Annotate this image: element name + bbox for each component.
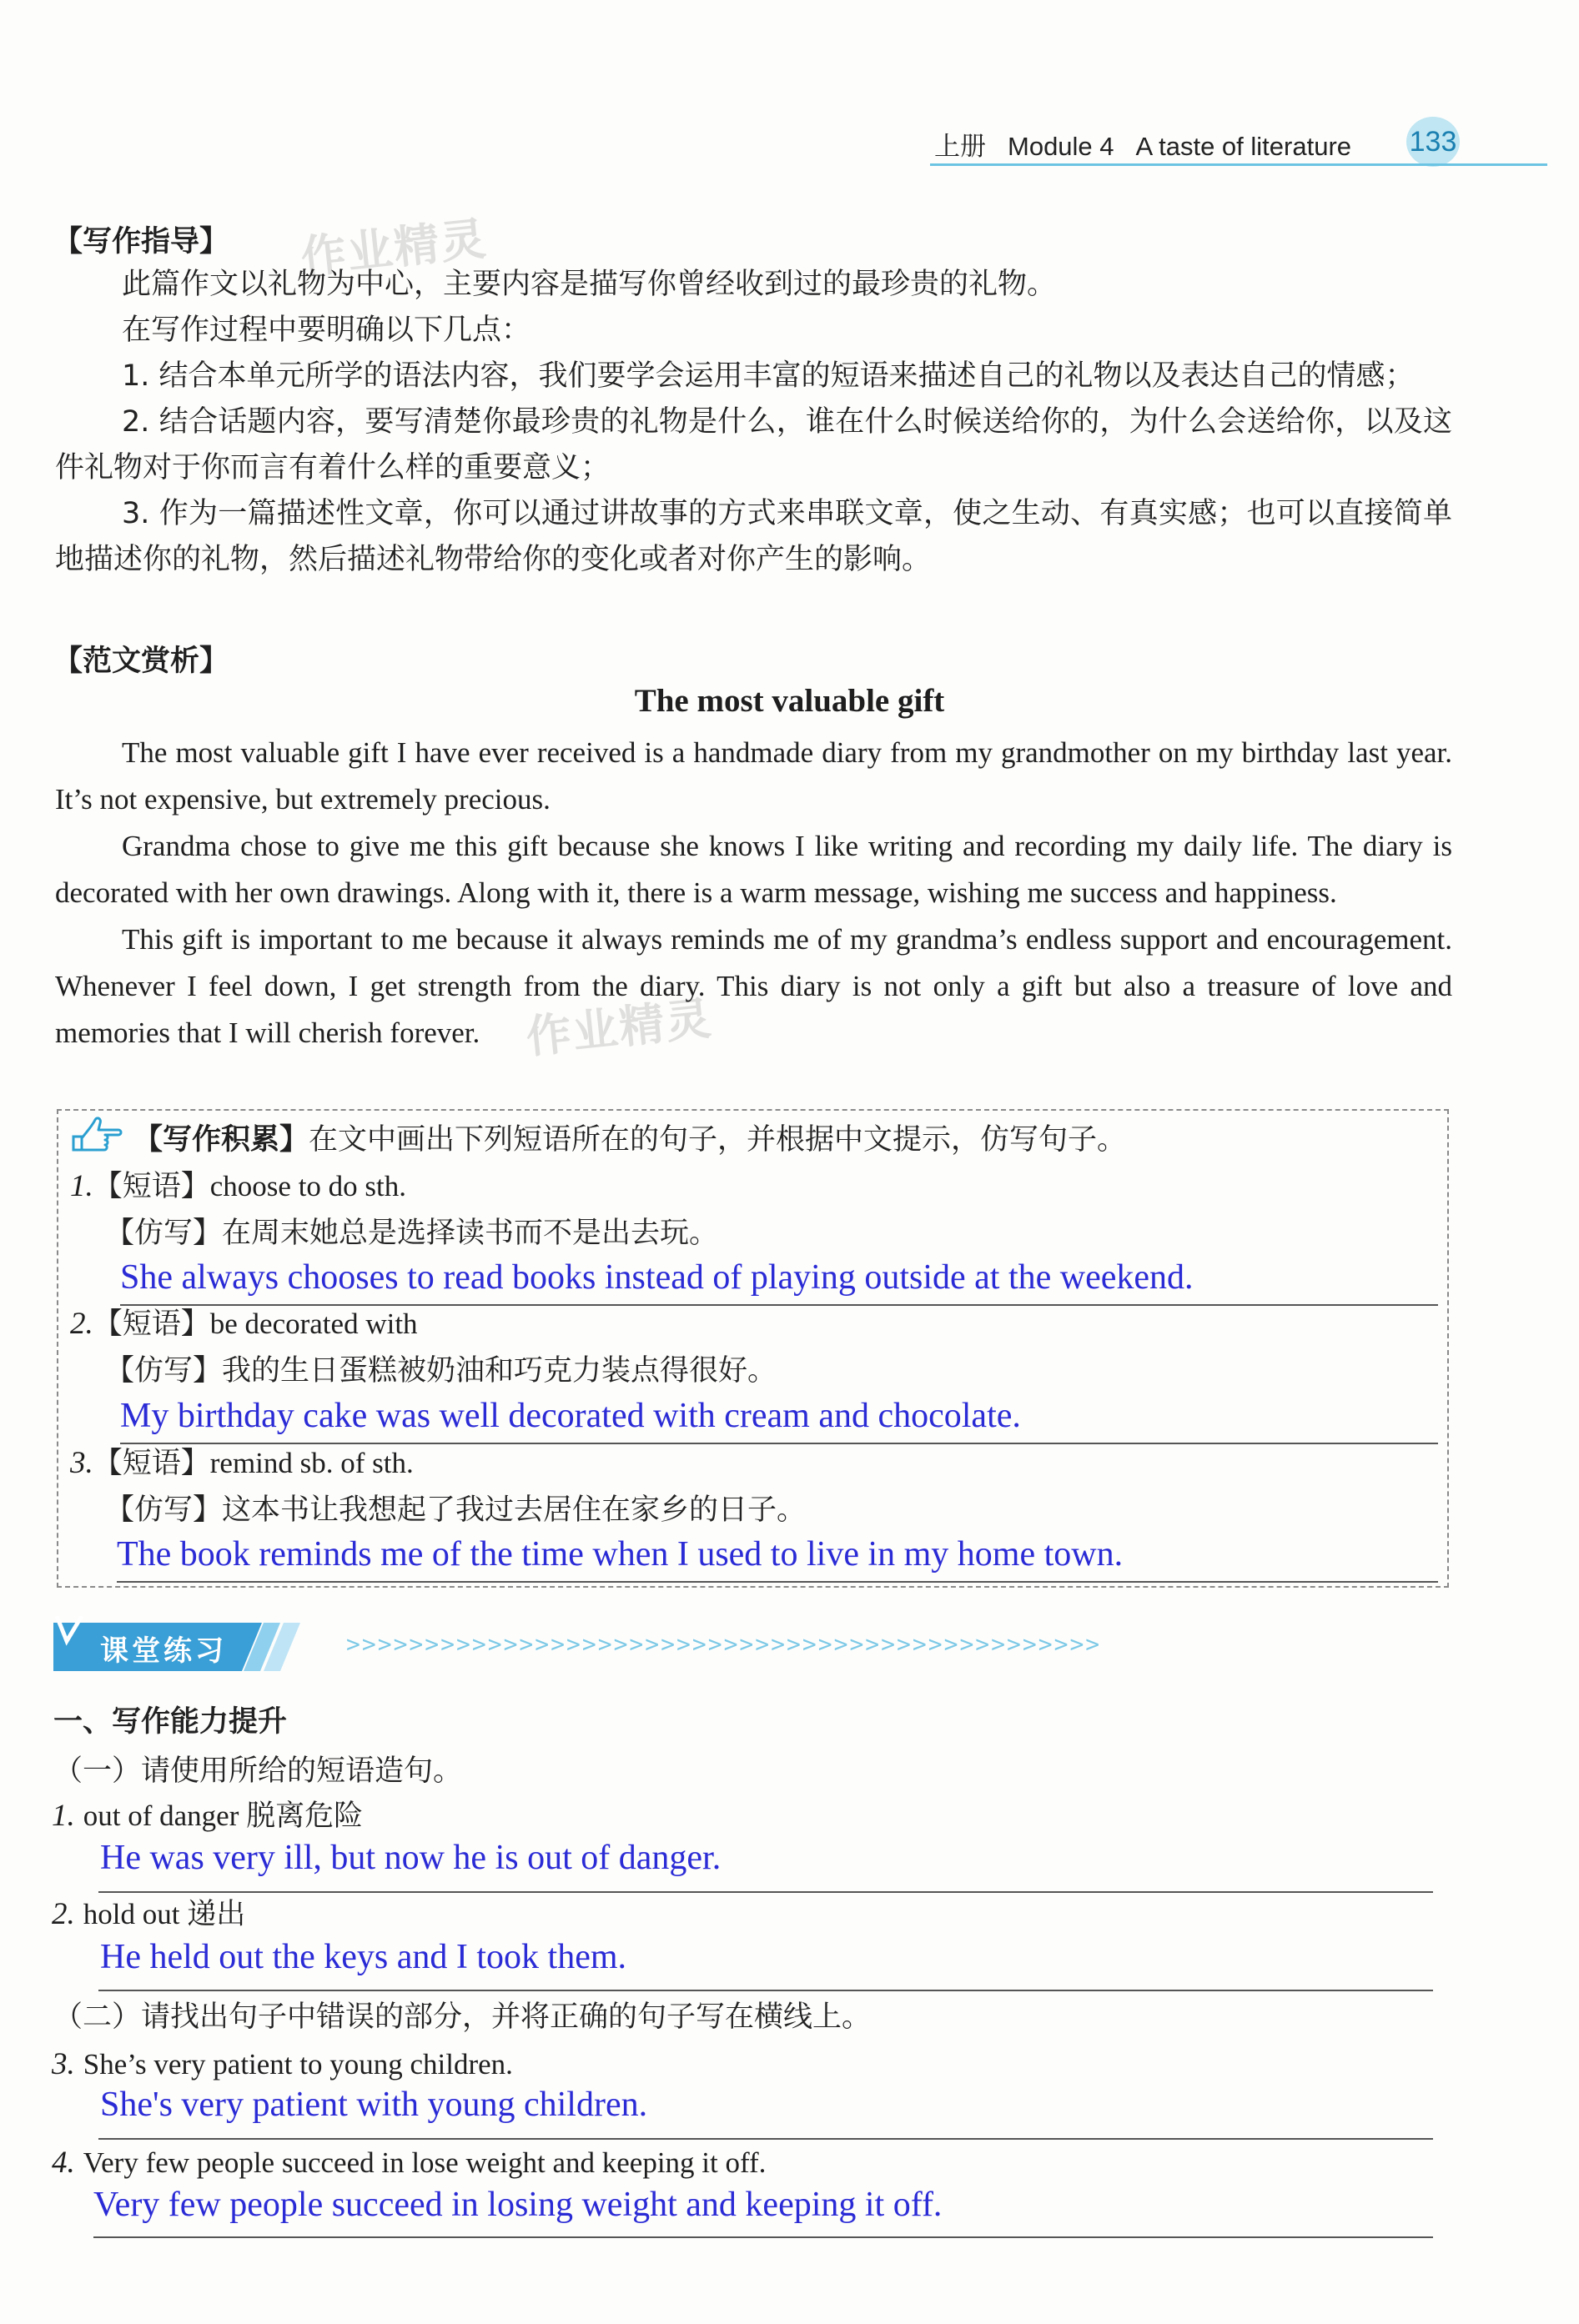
header-volume: 上册 <box>934 132 986 161</box>
imitate-line-2 <box>105 1348 777 1394</box>
exercise-3 <box>52 2041 513 2088</box>
running-header <box>934 125 1373 163</box>
watermark: 作业精灵 <box>523 991 716 1064</box>
answer-line <box>117 1581 1438 1583</box>
item-number: 1. <box>70 1169 93 1203</box>
phrase-tag: 【短语】 <box>93 1447 210 1480</box>
writing-guide-point: 3. 作为一篇描述性文章，你可以通过讲故事的方式来串联文章，使之生动、有真实感；也可以直接简单地描述你的礼物，然后描述礼物带给你的变化或者对你产生的影响。 <box>55 497 1452 576</box>
imitate-line-1 <box>105 1211 718 1257</box>
item-number: 4. <box>52 2146 75 2180</box>
practice-banner-label: 课堂练习 <box>100 1634 227 1668</box>
exercise-1 <box>52 1793 363 1840</box>
header-divider <box>930 163 1547 166</box>
answer-text: The book reminds me of the time when I used to live in my home town. <box>117 1535 1124 1574</box>
imitate-tag: 【仿写】 <box>105 1217 223 1250</box>
item-number: 3. <box>70 1446 93 1480</box>
accumulation-item-1 <box>70 1163 406 1210</box>
accumulation-instruction: 在文中画出下列短语所在的句子，并根据中文提示，仿写句子。 <box>309 1123 1127 1157</box>
item-number: 2. <box>70 1307 93 1341</box>
item-number: 1. <box>52 1799 75 1833</box>
answer-text: Very few people succeed in losing weight and keeping it off. <box>93 2186 943 2224</box>
essay-title: The most valuable gift <box>634 683 945 719</box>
header-unit-title: A taste of literature <box>1135 132 1352 161</box>
accumulation-item-3 <box>70 1440 414 1487</box>
exercise-prompt: She’s very patient to young children. <box>83 2048 513 2081</box>
imitate-tag: 【仿写】 <box>105 1354 223 1388</box>
banner-arrows: >>>>>>>>>>>>>>>>>>>>>>>>>>>>>>>>>>>>>>>>>>>>>>>> <box>346 1630 1102 1658</box>
answer-text: He held out the keys and I took them. <box>100 1938 627 1976</box>
exercise-4 <box>52 2140 766 2186</box>
phrase-text: remind sb. of sth. <box>209 1447 414 1479</box>
imitate-prompt: 我的生日蛋糕被奶油和巧克力装点得很好。 <box>222 1354 777 1388</box>
answer-line <box>98 1990 1433 1991</box>
watermark: 作业精灵 <box>298 212 490 284</box>
exercise-prompt: Very few people succeed in lose weight and keeping it off. <box>83 2146 767 2179</box>
accumulation-heading: 【写作积累】 <box>133 1123 309 1157</box>
practice-part-1: （一）请使用所给的短语造句。 <box>53 1754 463 1788</box>
exercise-prompt: out of danger 脱离危险 <box>83 1799 364 1832</box>
imitate-tag: 【仿写】 <box>105 1493 223 1527</box>
imitate-prompt: 在周末她总是选择读书而不是出去玩。 <box>222 1217 719 1250</box>
answer-text: She always chooses to read books instead of playing outside at the weekend. <box>120 1258 1194 1297</box>
essay-body <box>55 730 1452 1057</box>
header-module: Module 4 <box>1008 132 1114 161</box>
imitate-prompt: 这本书让我想起了我过去居住在家乡的日子。 <box>222 1493 807 1527</box>
model-essay-heading: 【范文赏析】 <box>53 645 229 678</box>
phrase-text: choose to do sth. <box>209 1170 407 1202</box>
item-number: 3. <box>52 2047 75 2081</box>
imitate-line-3 <box>105 1488 806 1533</box>
practice-part-2: （二）请找出句子中错误的部分，并将正确的句子写在横线上。 <box>53 2000 872 2034</box>
answer-line <box>93 2236 1433 2238</box>
essay-paragraph: This gift is important to me because it always reminds me of my grandma’s endless support and encouragement. Whenever I feel down, I get strength from the diary. This diary is not only a gift but also a treasure of love and memories that I will cherish forever. <box>55 923 1452 1049</box>
answer-text: He was very ill, but now he is out of danger. <box>100 1839 722 1877</box>
writing-guide-intro: 此篇作文以礼物为中心，主要内容是描写你曾经收到过的最珍贵的礼物。 <box>122 268 1057 301</box>
practice-section-title: 一、写作能力提升 <box>53 1705 288 1739</box>
essay-paragraph: Grandma chose to give me this gift because she knows I like writing and recording my daily life. The diary is decorated with her own drawings. Along with it, there is a warm message, wishing me success and happiness. <box>55 830 1452 909</box>
pointing-hand-icon <box>70 1112 123 1155</box>
phrase-text: be decorated with <box>209 1308 418 1340</box>
exercise-prompt: hold out 递出 <box>83 1898 246 1930</box>
essay-paragraph: The most valuable gift I have ever received is a handmade diary from my grandmother on my birthday last year. It’s not expensive, but extremely precious. <box>55 736 1452 816</box>
phrase-tag: 【短语】 <box>93 1170 210 1203</box>
item-number: 2. <box>52 1897 75 1931</box>
writing-guide-point: 2. 结合话题内容，要写清楚你最珍贵的礼物是什么，谁在什么时候送给你的，为什么会送给你，以及这件礼物对于你而言有着什么样的重要意义； <box>55 405 1452 484</box>
answer-text: She's very patient with young children. <box>100 2086 648 2124</box>
writing-guide-body <box>55 262 1452 583</box>
writing-guide-point: 1. 结合本单元所学的语法内容，我们要学会运用丰富的短语来描述自己的礼物以及表达自己的情感； <box>122 359 1415 393</box>
writing-guide-points-intro: 在写作过程中要明确以下几点： <box>122 314 531 347</box>
answer-text: My birthday cake was well decorated with cream and chocolate. <box>120 1397 1021 1435</box>
writing-guide-heading: 【写作指导】 <box>53 225 229 259</box>
accumulation-heading-line <box>133 1117 1126 1163</box>
phrase-tag: 【短语】 <box>93 1308 210 1341</box>
accumulation-item-2 <box>70 1301 418 1348</box>
exercise-2 <box>52 1891 245 1938</box>
answer-line <box>98 1891 1433 1893</box>
page-number: 133 <box>1406 117 1460 167</box>
